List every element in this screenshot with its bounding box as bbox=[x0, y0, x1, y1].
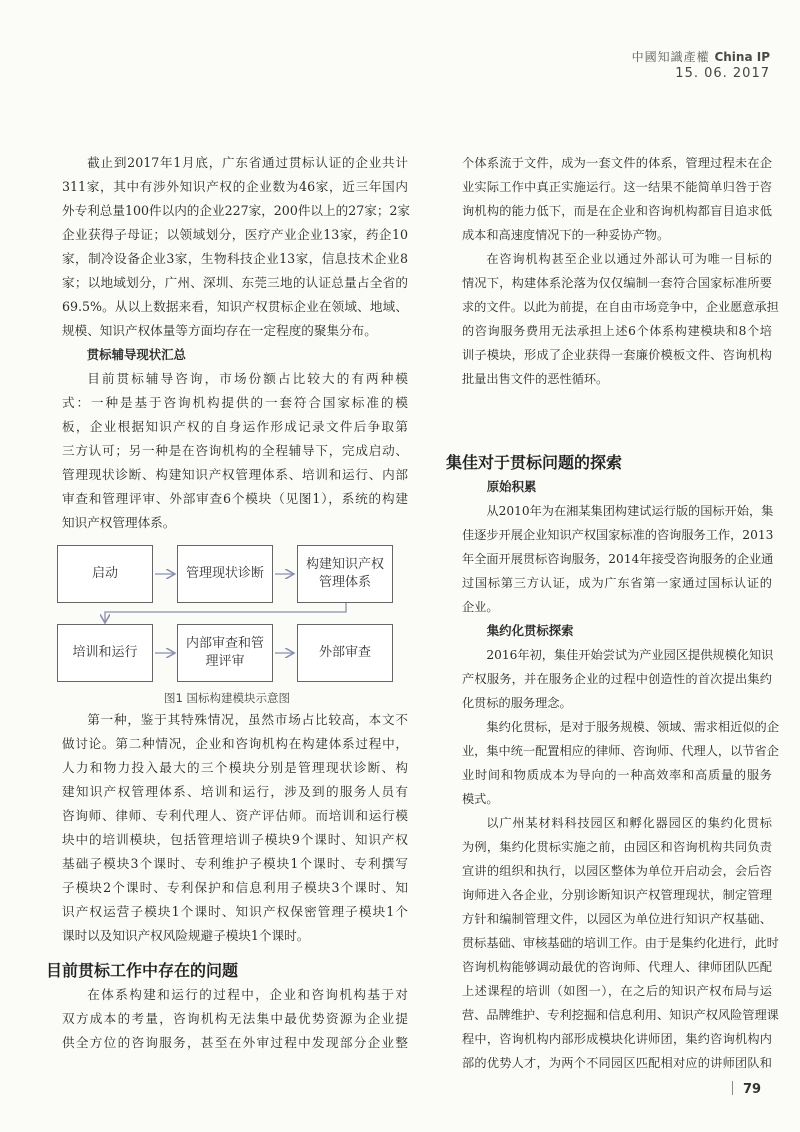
text-line: 集约化贯标，是对于服务规模、领域、需求相近似的企 bbox=[486, 720, 779, 734]
text-line: 询机构的能力低下，而是在企业和咨询机构都盲目追求低 bbox=[462, 204, 772, 218]
left-column-section-3 bbox=[62, 983, 408, 1055]
paragraph bbox=[62, 708, 408, 948]
section-heading-exploration: 集佳对于贯标问题的探索 bbox=[446, 453, 623, 472]
arrow-3 bbox=[105, 603, 346, 623]
text-line: 第一种，鉴于其特殊情况，虽然市场占比较高，本文不 bbox=[87, 712, 408, 727]
flow-box-internal-audit: 内部审查和管理评审 bbox=[177, 624, 273, 682]
text-line: 宣讲的组织和执行，以园区整体为单位开启动会，会后咨 bbox=[462, 864, 772, 878]
left-column-section-1 bbox=[62, 151, 411, 535]
text-line: 子模块2个课时、专利保护和信息利用子模块3个课时、知 bbox=[62, 880, 408, 895]
issue-date: 15. 06. 2017 bbox=[675, 66, 770, 81]
text-line: 方针和编制管理文件，以园区为单位进行知识产权基础、 bbox=[462, 912, 772, 926]
text-line: 板，企业根据知识产权的自身运作形成记录文件后争取第 bbox=[62, 419, 408, 434]
text-line: 在体系构建和运行的过程中，企业和咨询机构基于对 bbox=[87, 987, 408, 1002]
text-line: 训子模块，形成了企业获得一套廉价模板文件、咨询机构 bbox=[462, 348, 772, 362]
text-line: 管理现状诊断、构建知识产权管理体系、培训和运行、内部 bbox=[62, 467, 408, 482]
text-line: 课时以及知识产权风险规避子模块1个课时。 bbox=[62, 928, 310, 943]
text-line: 外专利总量100件以内的企业227家，200件以上的27家；2家 bbox=[62, 203, 411, 218]
right-column-section-2 bbox=[462, 475, 779, 1075]
flow-box-diagnosis: 管理现状诊断 bbox=[177, 545, 273, 603]
text-line: 式：一种是基于咨询机构提供的一套符合国家标准的模 bbox=[62, 395, 408, 410]
text-line: 基础子模块3个课时、专利维护子模块1个课时、专利撰写 bbox=[62, 856, 408, 871]
text-line: 企业获得子母证；以领域划分，医疗产业企业13家，药企10 bbox=[62, 227, 408, 242]
figure-caption: 图1 国标构建模块示意图 bbox=[164, 691, 290, 705]
text-line: 建知识产权管理体系、培训和运行，涉及到的服务人员有 bbox=[62, 784, 408, 799]
text-line: 批量出售文件的恶性循环。 bbox=[462, 372, 609, 386]
text-line: 咨询机构能够调动最优的咨询师、代理人、律师团队匹配 bbox=[462, 960, 772, 974]
text-line: 上述课程的培训（如图一），在之后的知识产权布局与运 bbox=[462, 984, 772, 998]
text-line: 贯标基础、审核基础的培训工作。由于是集约化进行，此时 bbox=[462, 936, 779, 950]
section-heading-problems: 目前贯标工作中存在的问题 bbox=[46, 961, 239, 980]
text-line: 供全方位的咨询服务，甚至在外审过程中发现部分企业整 bbox=[62, 1035, 408, 1050]
magazine-header bbox=[632, 48, 770, 65]
text-line: 双方成本的考量，咨询机构无法集中最优势资源为企业提 bbox=[62, 1011, 408, 1026]
subheading: 贯标辅导现状汇总 bbox=[86, 347, 186, 362]
text-line: 情况下，构建体系沦落为仅仅编制一套符合国家标准所要 bbox=[462, 276, 772, 290]
text-line: 以广州某材料科技园区和孵化器园区的集约化贯标 bbox=[486, 816, 772, 830]
text-line: 截止到2017年1月底，广东省通过贯标认证的企业共计 bbox=[87, 155, 408, 170]
text-line: 询师进入各企业，分别诊断知识产权管理现状，制定管理 bbox=[462, 888, 772, 902]
text-line: 知识产权管理体系。 bbox=[62, 515, 176, 530]
text-line: 做讨论。第二种情况，企业和咨询机构在构建体系过程中， bbox=[62, 736, 408, 751]
text-line: 69.5%。从以上数据来看，知识产权贯标企业在领域、地域、 bbox=[62, 299, 408, 314]
text-line: 部的优势人才，为两个不同园区匹配相对应的讲师团队和 bbox=[462, 1056, 772, 1070]
text-line: 家，制冷设备企业3家，生物科技企业13家，信息技术企业8 bbox=[62, 251, 408, 266]
paragraph bbox=[462, 811, 779, 1075]
page-number bbox=[732, 1081, 761, 1097]
text-line: 产权服务，并在服务企业的过程中创造性的首次提出集约 bbox=[462, 672, 772, 686]
magazine-name-en: China IP bbox=[714, 50, 770, 64]
text-line: 个体系流于文件，成为一套文件的体系，管理过程未在企 bbox=[462, 156, 772, 170]
text-line: 佳逐步开展企业知识产权国家标准的咨询服务工作，2013 bbox=[462, 528, 774, 542]
text-line: 从2010年为在湘某集团构建试运行版的国标开始，集 bbox=[486, 504, 774, 518]
text-line: 块中的培训模块，包括管理培训子模块9个课时、知识产权 bbox=[62, 832, 408, 847]
flow-box-build-system: 构建知识产权管理体系 bbox=[297, 545, 393, 603]
flow-box-external-audit: 外部审查 bbox=[297, 624, 393, 682]
text-line: 求的文件。以此为前提，在自由市场竞争中，企业愿意承担 bbox=[462, 300, 779, 314]
text-line: 2016年初，集佳开始尝试为产业园区提供规模化知识 bbox=[486, 648, 774, 662]
text-line: 的咨询服务费用无法承担上述6个体系构建模块和8个培 bbox=[462, 324, 772, 338]
text-line: 人力和物力投入最大的三个模块分别是管理现状诊断、构 bbox=[62, 760, 408, 775]
paragraph bbox=[462, 499, 772, 619]
page-number-text: 79 bbox=[743, 1082, 762, 1097]
paragraph bbox=[462, 151, 772, 247]
text-line: 三方认可；另一种是在咨询机构的全程辅导下，完成启动、 bbox=[62, 443, 408, 458]
text-line: 化贯标的服务理念。 bbox=[462, 696, 572, 710]
flow-box-start: 启动 bbox=[57, 545, 153, 603]
right-column-section-1 bbox=[462, 151, 779, 391]
text-line: 311家，其中有涉外知识产权的企业数为46家，近三年国内 bbox=[62, 179, 408, 194]
text-line: 在咨询机构甚至企业以通过外部认可为唯一目标的 bbox=[486, 252, 772, 266]
magazine-name-cn: 中國知識產權 bbox=[631, 50, 710, 64]
text-line: 程中，咨询机构内部形成模块化讲师团，集约咨询机构内 bbox=[462, 1032, 772, 1046]
figure-1-flowchart bbox=[57, 545, 397, 705]
paragraph bbox=[462, 247, 779, 391]
text-line: 年全面开展贯标咨询服务，2014年接受咨询服务的企业通 bbox=[462, 552, 774, 566]
text-line: 规模、知识产权体量等方面均存在一定程度的聚集分布。 bbox=[62, 323, 377, 338]
text-line: 营、品牌维护、专利挖掘和信息利用、知识产权风险管理课 bbox=[462, 1008, 779, 1022]
text-line: 过国标第三方认证，成为广东省第一家通过国标认证的 bbox=[462, 576, 772, 590]
text-line: 业实际工作中真正实施运行。这一结果不能简单归咎于咨 bbox=[462, 180, 772, 194]
text-line: 企业。 bbox=[462, 600, 499, 614]
text-line: 咨询师、律师、专利代理人、资产评估师。而培训和运行模 bbox=[62, 808, 408, 823]
paragraph bbox=[62, 983, 408, 1055]
paragraph bbox=[462, 715, 779, 811]
subheading: 集约化贯标探索 bbox=[486, 623, 574, 638]
page-number-divider bbox=[732, 1081, 733, 1095]
text-line: 审查和管理评审、外部审查6个模块（见图1），系统的构建 bbox=[62, 491, 408, 506]
text-line: 业时间和物质成本为导向的一种高效率和高质量的服务 bbox=[462, 768, 772, 782]
text-line: 业，集中统一配置相应的律师、咨询师、代理人，以节省企 bbox=[462, 744, 779, 758]
text-line: 家；以地域划分，广州、深圳、东莞三地的认证总量占全省的 bbox=[62, 275, 408, 290]
flow-box-training: 培训和运行 bbox=[57, 624, 153, 682]
text-line: 为例，集约化贯标实施之前，由园区和咨询机构共同负责 bbox=[462, 840, 772, 854]
paragraph bbox=[62, 151, 411, 343]
text-line: 识产权运营子模块1个课时、知识产权保密管理子模块1个 bbox=[62, 904, 408, 919]
subheading: 原始积累 bbox=[486, 479, 537, 494]
text-line: 模式。 bbox=[462, 792, 499, 806]
text-line: 成本和高速度情况下的一种妥协产物。 bbox=[462, 228, 670, 242]
text-line: 目前贯标辅导咨询，市场份额占比较大的有两种模 bbox=[87, 371, 408, 386]
paragraph bbox=[462, 643, 772, 715]
left-column-section-2 bbox=[62, 708, 408, 948]
paragraph bbox=[62, 367, 408, 535]
